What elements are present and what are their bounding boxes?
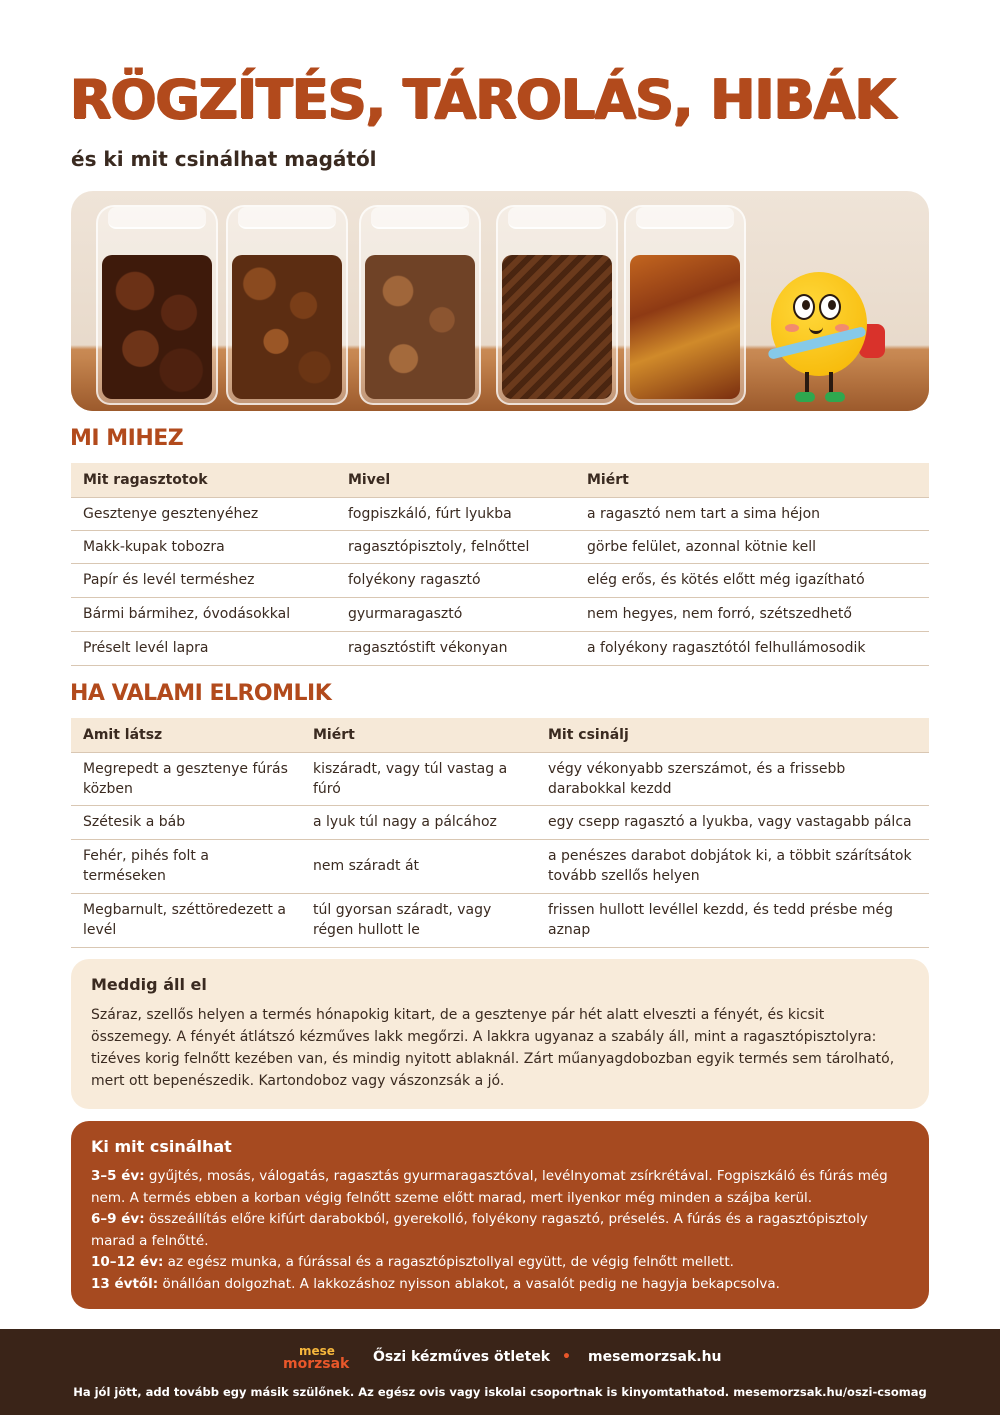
table-cell: folyékony ragasztó: [336, 563, 575, 597]
age-guide-item: [91, 1274, 909, 1296]
column-header: Miért: [575, 463, 929, 497]
jar-pinecones: [496, 205, 618, 405]
page-title: RÖGZÍTÉS, TÁROLÁS, HIBÁK: [70, 68, 896, 131]
age-guide-item: [91, 1166, 909, 1209]
column-header: Mivel: [336, 463, 575, 497]
footer-brand: Őszi kézműves ötletek: [373, 1349, 551, 1365]
table-cell: a ragasztó nem tart a sima héjon: [575, 497, 929, 530]
page-subtitle: és ki mit csinálhat magától: [71, 147, 377, 171]
column-header: Amit látsz: [71, 718, 301, 752]
table-row: [71, 805, 929, 839]
table-cell: Préselt levél lapra: [71, 631, 336, 665]
storage-text: Száraz, szellős helyen a termés hónapokig kitart, de a gesztenye pár hét alatt elveszti a fényét, és kicsit összemegy. A fényét átlátszó kézműves lakk megőrzi. A lakkra ugyanaz a szabály áll, mint a ragasztópisztolyra: tizéves korig felnőtt kezében van, és mindig nyitott ablaknál. Zárt műanyagdobozban egyik termés sem tárolható, mert ott bepenészedik. Kartondoboz vagy vászonzsák a jó.: [91, 1007, 895, 1089]
table-row: [71, 752, 929, 805]
table-cell: ragasztóstift vékonyan: [336, 631, 575, 665]
age-guide-title: Ki mit csinálhat: [91, 1137, 232, 1156]
jar-chestnuts: [96, 205, 218, 405]
age-guide-item: [91, 1252, 909, 1274]
footer-separator: •: [562, 1349, 571, 1365]
table-cell: nem száradt át: [301, 839, 536, 893]
age-label: 6–9 év:: [91, 1211, 145, 1227]
column-header: Mit csinálj: [536, 718, 929, 752]
table-cell: Megbarnult, széttöredezett a levél: [71, 893, 301, 947]
jar-acorns: [226, 205, 348, 405]
mascot-illustration: [763, 266, 873, 406]
table-cell: Makk-kupak tobozra: [71, 530, 336, 563]
table-row: [71, 839, 929, 893]
table-cell: Szétesik a báb: [71, 805, 301, 839]
table-cell: Papír és levél terméshez: [71, 563, 336, 597]
table-cell: elég erős, és kötés előtt még igazítható: [575, 563, 929, 597]
age-label: 3–5 év:: [91, 1168, 145, 1184]
age-text: az egész munka, a fúrással és a ragasztópisztollyal együtt, de végig felnőtt mellett.: [163, 1254, 734, 1270]
section-title-ha-valami-elromlik: HA VALAMI ELROMLIK: [70, 681, 332, 706]
table-cell: a folyékony ragasztótól felhullámosodik: [575, 631, 929, 665]
table-cell: ragasztópisztoly, felnőttel: [336, 530, 575, 563]
troubleshooting-table: [71, 718, 929, 948]
table-row: [71, 563, 929, 597]
age-guide-item: [91, 1209, 909, 1252]
table-row: [71, 530, 929, 563]
table-row: [71, 893, 929, 947]
jar-acorn-cups: [359, 205, 481, 405]
mesemorzsak-logo[interactable]: mese morzsak: [283, 1344, 350, 1372]
age-text: gyűjtés, mosás, válogatás, ragasztás gyurmaragasztóval, levélnyomat zsírkrétával. Fogpiszkáló és fúrás még nem. A termés ebben a korban végig felnőtt szeme előtt marad, mert ilyenkor még minden a szájba kerül.: [91, 1168, 888, 1206]
table-cell: gyurmaragasztó: [336, 597, 575, 631]
column-header: Mit ragasztotok: [71, 463, 336, 497]
section-title-mi-mihez: MI MIHEZ: [70, 426, 184, 451]
table-row: [71, 497, 929, 530]
age-label: 13 évtől:: [91, 1275, 159, 1292]
age-label: 10–12 év:: [91, 1254, 164, 1270]
table-cell: túl gyorsan száradt, vagy régen hullott le: [301, 893, 536, 947]
table-cell: a penészes darabot dobjátok ki, a többit szárítsátok tovább szellős helyen: [536, 839, 929, 893]
table-cell: Megrepedt a gesztenye fúrás közben: [71, 752, 301, 805]
table-row: [71, 631, 929, 665]
jar-leaves: [624, 205, 746, 405]
column-header: Miért: [301, 718, 536, 752]
footer-site-link[interactable]: mesemorzsak.hu: [588, 1349, 722, 1365]
table-cell: frissen hullott levéllel kezdd, és tedd présbe még aznap: [536, 893, 929, 947]
table-cell: nem hegyes, nem forró, szétszedhető: [575, 597, 929, 631]
table-cell: a lyuk túl nagy a pálcához: [301, 805, 536, 839]
age-guide-box: [71, 1121, 929, 1309]
table-cell: Fehér, pihés folt a terméseken: [71, 839, 301, 893]
footer-package-link[interactable]: mesemorzsak.hu/oszi-csomag: [733, 1385, 927, 1399]
age-text: összeállítás előre kifúrt darabokból, gyerekolló, folyékony ragasztó, préselés. A fúrás és a ragasztópisztoly marad a felnőtté.: [91, 1211, 868, 1249]
table-cell: egy csepp ragasztó a lyukba, vagy vastagabb pálca: [536, 805, 929, 839]
footer-note: Ha jól jött, add tovább egy másik szülőnek. Az egész ovis vagy iskolai csoportnak is kinyomtathatod.: [73, 1385, 734, 1399]
table-row: [71, 597, 929, 631]
storage-info-box: [71, 959, 929, 1109]
table-cell: fogpiszkáló, fúrt lyukba: [336, 497, 575, 530]
table-cell: végy vékonyabb szerszámot, és a frissebb darabokkal kezdd: [536, 752, 929, 805]
hero-image: [71, 191, 929, 411]
storage-title: Meddig áll el: [91, 975, 207, 994]
table-cell: Gesztenye gesztenyéhez: [71, 497, 336, 530]
footer: [0, 1329, 1000, 1415]
table-cell: kiszáradt, vagy túl vastag a fúró: [301, 752, 536, 805]
age-text: önállóan dolgozhat. A lakkozáshoz nyisson ablakot, a vasalót pedig ne hagyja bekapcsolva.: [158, 1275, 780, 1292]
table-cell: Bármi bármihez, óvodásokkal: [71, 597, 336, 631]
table-cell: görbe felület, azonnal kötnie kell: [575, 530, 929, 563]
glue-table: [71, 463, 929, 666]
